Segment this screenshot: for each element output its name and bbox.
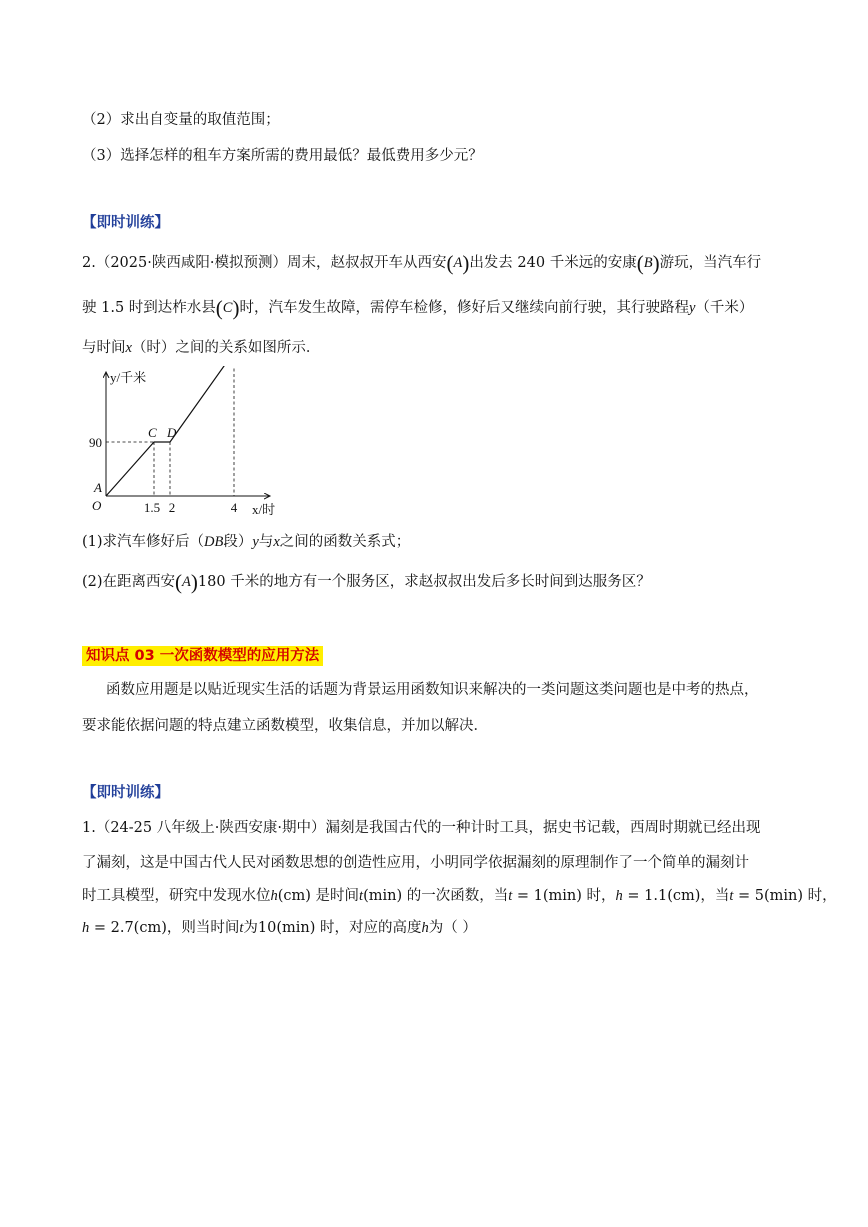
point-label-d: D (167, 425, 177, 440)
problem2-question1: (1)求汽车修好后（DB段）y与x之间的函数关系式； (82, 534, 411, 550)
problem2-line3: 与时间x（时）之间的关系如图所示． (82, 340, 321, 356)
x-tick-label: 4 (230, 500, 238, 515)
question-part-2: （2）求出自变量的取值范围； (82, 112, 280, 128)
knowledge-paragraph-line1: 函数应用题是以贴近现实生活的话题为背景运用函数知识来解决的一类问题这类问题也是中考的热点， (106, 682, 759, 698)
problem1-line3: 时工具模型，研究中发现水位h(cm) 是时间t(min) 的一次函数，当t = 1(min) 时，h = 1.1(cm)，当t = 5(min) 时， (82, 888, 837, 904)
knowledge-paragraph-line2: 要求能依据问题的特点建立函数模型，收集信息，并加以解决． (82, 718, 488, 734)
section-heading-practice-1: 【即时训练】 (82, 215, 169, 231)
point-label-a: A (94, 480, 102, 495)
problem1-line4: h = 2.7(cm)，则当时间t为10(min) 时，对应的高度h为（ ） (82, 920, 477, 936)
question-part-3: （3）选择怎样的租车方案所需的费用最低？最低费用多少元？ (82, 148, 483, 164)
x-tick-label: 2 (168, 500, 176, 515)
origin-label: O (92, 498, 102, 513)
problem1-line2: 了漏刻，这是中国古代人民对函数思想的创造性应用，小明同学依据漏刻的原理制作了一个简单的漏刻计 (82, 855, 749, 871)
point-label-c: C (148, 425, 157, 440)
y-axis-label: y/千米 (110, 370, 147, 385)
problem2-question2: (2)在距离西安(A)180 千米的地方有一个服务区，求赵叔叔出发后多长时间到达服务区？ (82, 570, 651, 594)
section-heading-practice-2: 【即时训练】 (82, 785, 169, 801)
y-tick-label: 90 (89, 435, 102, 450)
x-axis-label: x/时 (252, 502, 276, 517)
problem2-line2: 驶 1.5 时到达柞水县(C)时，汽车发生故障，需停车检修，修好后又继续向前行驶，其行驶路程y（千米） (82, 296, 754, 320)
x-tick-label: 1.5 (143, 500, 161, 515)
distance-time-graph (78, 366, 278, 526)
knowledge-title: 知识点 03 一次函数模型的应用方法 (82, 646, 323, 666)
problem2-line1: 2.（2025·陕西咸阳·模拟预测）周末，赵叔叔开车从西安(A)出发去 240 千米远的安康(B)游玩，当汽车行 (82, 251, 762, 275)
problem1-line1: 1.（24-25 八年级上·陕西安康·期中）漏刻是我国古代的一种计时工具，据史书记载，西周时期就已经出现 (82, 820, 761, 836)
